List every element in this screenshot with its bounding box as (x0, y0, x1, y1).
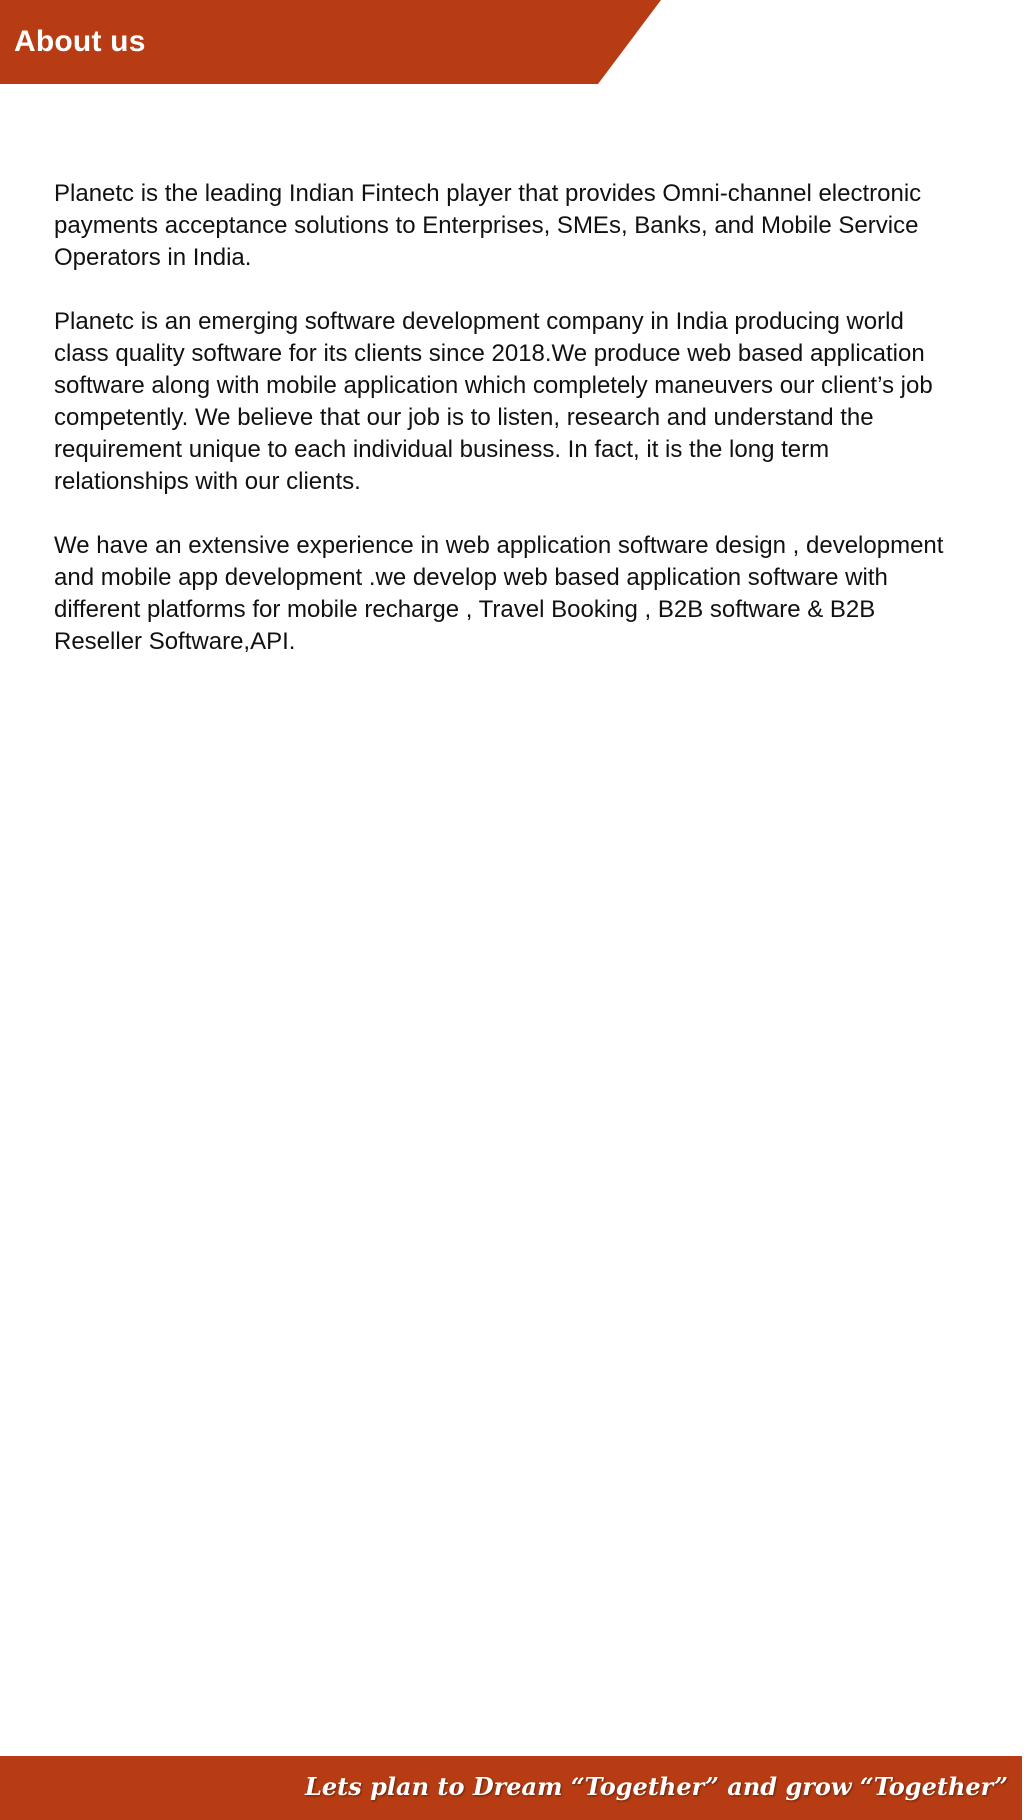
about-content (54, 178, 954, 690)
page-title: About us (14, 25, 146, 58)
company-paragraph: Planetc is an emerging software development company in India producing world class quality software for its clients since 2018.We produce web based application software along with mobile application which completely maneuvers our client’s job competently. We believe that our job is to listen, research and understand the requirement unique to each individual business. In fact, it is the long term relationships with our clients. (54, 308, 933, 495)
experience-paragraph: We have an extensive experience in web application software design , development and mobile app development .we develop web based application software with different platforms for mobile recharge , Travel Booking , B2B software & B2B Reseller Software,API. (54, 532, 944, 655)
intro-paragraph: Planetc is the leading Indian Fintech player that provides Omni-channel electronic payments acceptance solutions to Enterprises, SMEs, Banks, and Mobile Service Operators in India. (54, 180, 922, 271)
footer-tagline: Lets plan to Dream “Together” and grow “Together” (305, 1772, 1008, 1801)
footer-band (0, 1756, 1022, 1820)
